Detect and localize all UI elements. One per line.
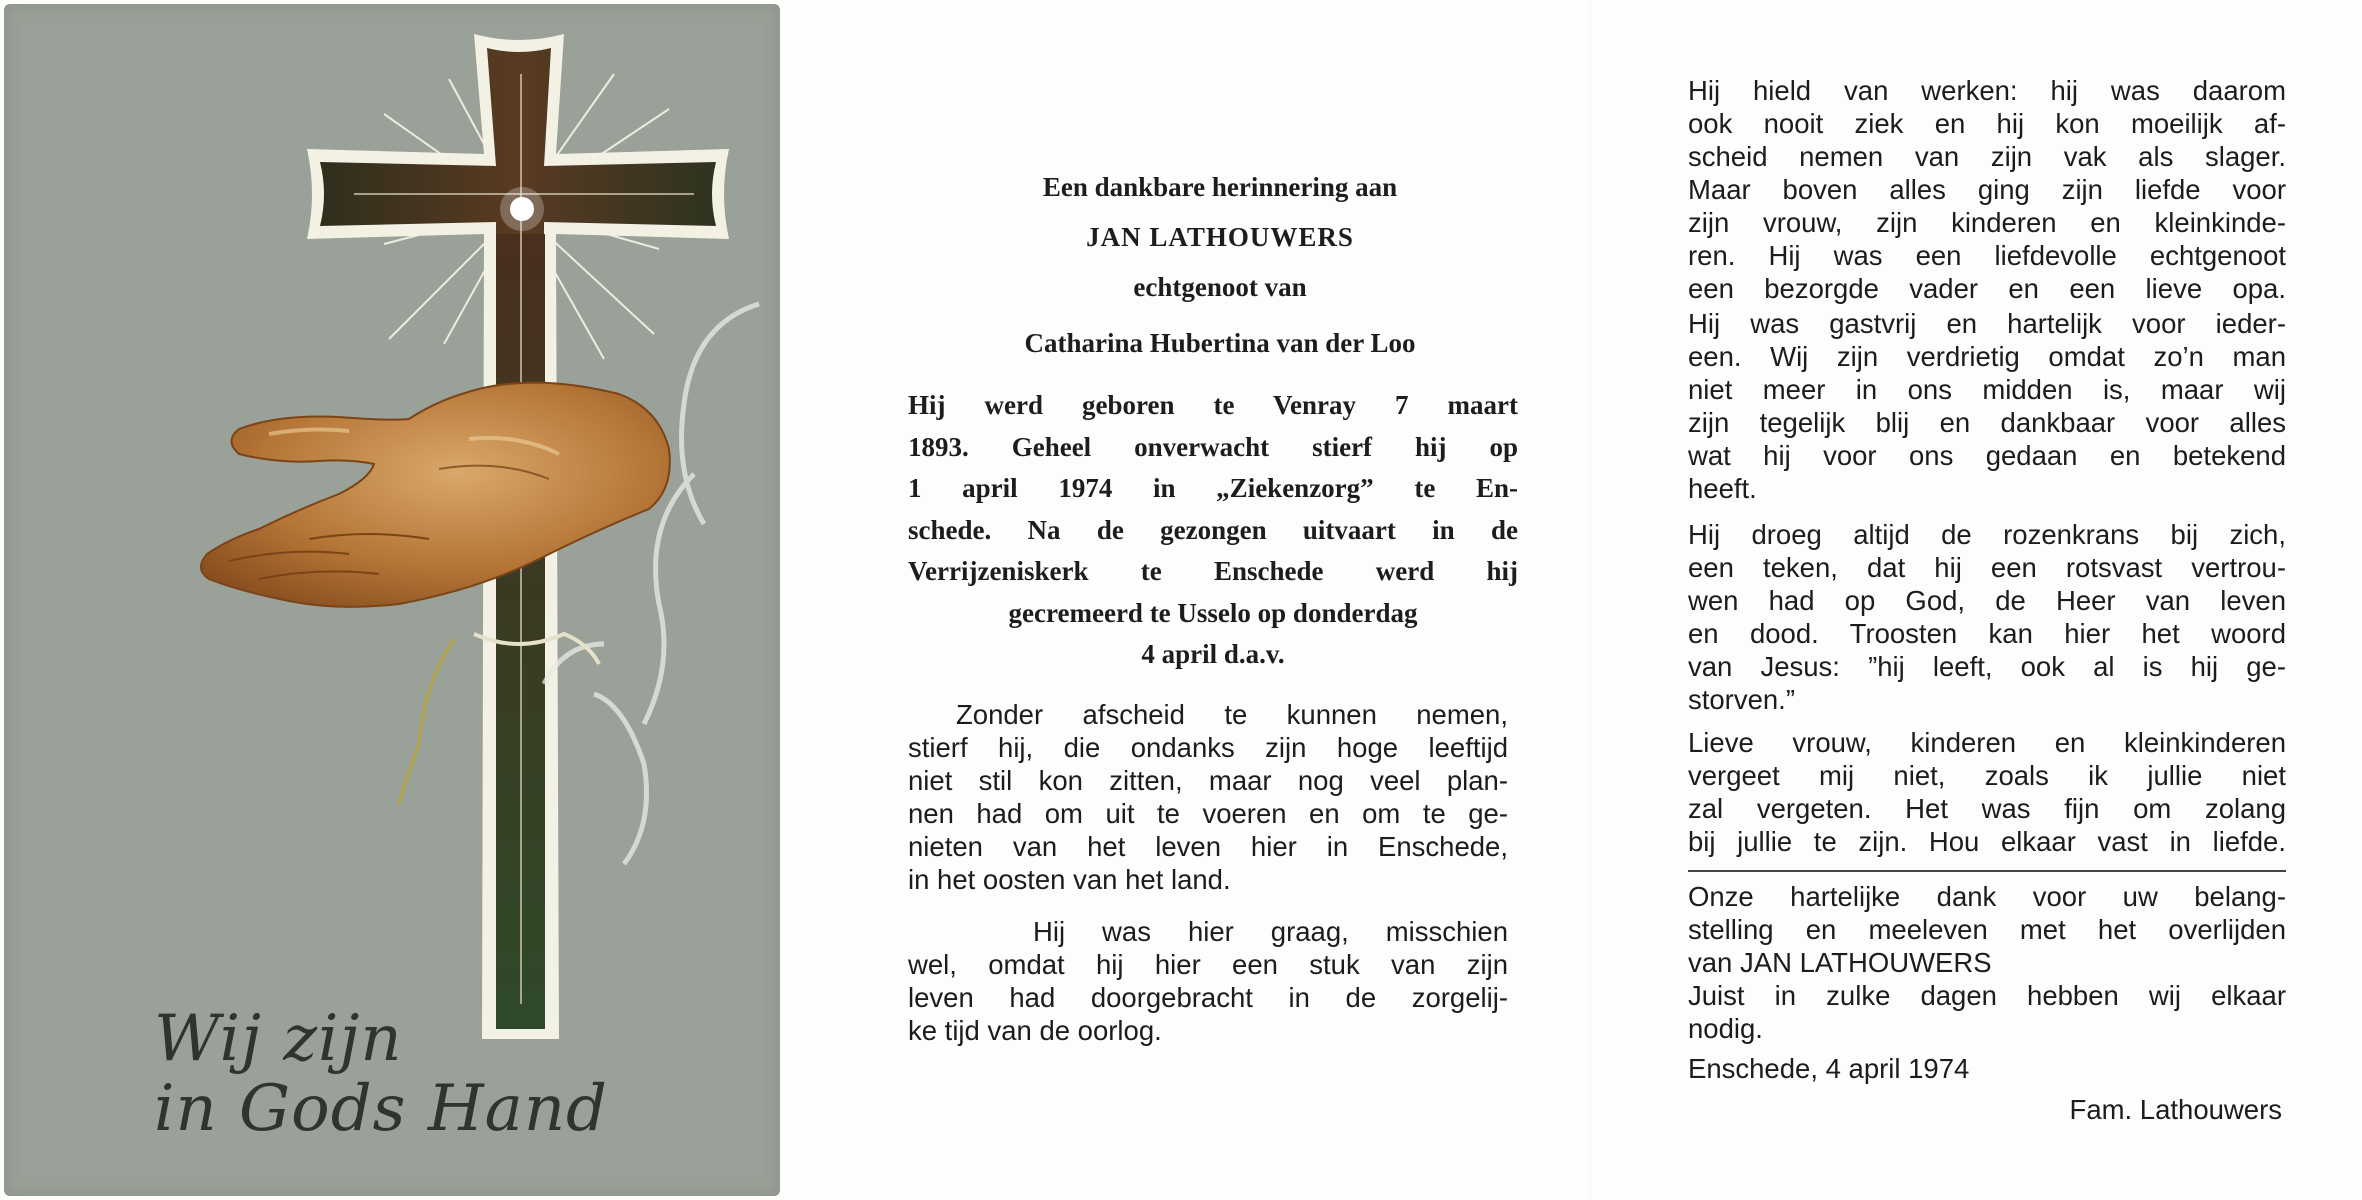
- text-line: nodig.: [1688, 1013, 1763, 1044]
- text-line: Hij was hier graag, misschien: [1033, 916, 1508, 947]
- text-line: Hij hield van werken: hij was daarom: [1688, 75, 2286, 106]
- memorial-right-panel: [1688, 0, 2286, 1200]
- thanks-paragraph: [1688, 880, 2286, 1045]
- text-line: vergeet mij niet, zoals ik jullie niet: [1688, 760, 2286, 791]
- text-line: storven.”: [1688, 684, 1795, 715]
- bio-line: gecremeerd te Usselo op donderdag: [1008, 597, 1418, 628]
- text-line: Maar boven alles ging zijn liefde voor: [1688, 174, 2286, 205]
- text-line: van Jesus: ”hij leeft, ook al is hij ge-: [1688, 651, 2286, 682]
- place-date: Enschede, 4 april 1974: [1688, 1053, 1970, 1084]
- text-line: stierf hij, die ondanks zijn hoge leeftijd: [908, 732, 1508, 763]
- text-line: nen had om uit te voeren en om te ge-: [908, 798, 1508, 829]
- text-line: ren. Hij was een liefdevolle echtgenoot: [1688, 240, 2286, 271]
- text-line: Hij droeg altijd de rozenkrans bij zich,: [1688, 519, 2286, 550]
- paragraph-farewell-message: [1688, 726, 2286, 858]
- text-line: Juist in zulke dagen hebben wij elkaar: [1688, 980, 2286, 1011]
- text-line: zijn vrouw, zijn kinderen en kleinkinde-: [1688, 207, 2286, 238]
- text-line: nieten van het leven hier in Enschede,: [908, 831, 1508, 862]
- text-line: wel, omdat hij hier een stuk van zijn: [908, 949, 1508, 980]
- text-line: een teken, dat hij een rotsvast vertrou-: [1688, 552, 2286, 583]
- paragraph-work: [1688, 74, 2286, 305]
- motto-line-2: in Gods Hand: [154, 1072, 608, 1146]
- paragraph-faith: [1688, 518, 2286, 716]
- text-line: ke tijd van de oorlog.: [908, 1015, 1162, 1046]
- deceased-name: JAN LATHOUWERS: [1086, 222, 1354, 252]
- text-line: Onze hartelijke dank voor uw belang-: [1688, 881, 2286, 912]
- text-line: Hij was gastvrij en hartelijk voor ieder-: [1688, 308, 2286, 339]
- text-line: een. Wij zijn verdrietig omdat zo’n man: [1688, 341, 2286, 372]
- motto-text: [144, 1004, 664, 1144]
- bio-line: Hij werd geboren te Venray 7 maart: [908, 390, 1518, 420]
- motto-line-1: Wij zijn: [154, 1002, 403, 1076]
- intro-line: Een dankbare herinnering aan: [1042, 172, 1398, 202]
- text-line: ook nooit ziek en hij kon moeilijk af-: [1688, 108, 2286, 139]
- text-line: bij jullie te zijn. Hou elkaar vast in liefde.: [1688, 826, 2286, 857]
- section-divider: [1688, 870, 2286, 872]
- text-line: zal vergeten. Het was fijn om zolang: [1688, 793, 2286, 824]
- bio-line: schede. Na de gezongen uitvaart in de: [908, 514, 1518, 545]
- paragraph-farewell: [908, 698, 1508, 896]
- text-line: van JAN LATHOUWERS: [1688, 947, 1992, 978]
- text-line: zijn tegelijk blij en dankbaar voor alles: [1688, 407, 2286, 438]
- text-line: niet stil kon zitten, maar nog veel plan-: [908, 765, 1508, 796]
- text-line: Zonder afscheid te kunnen nemen,: [956, 699, 1508, 730]
- text-line: heeft.: [1688, 473, 1757, 504]
- open-hand: [201, 383, 670, 607]
- memorial-middle-panel: [900, 0, 1540, 1200]
- spouse-name: Catharina Hubertina van der Loo: [1024, 328, 1416, 358]
- text-line: leven had doorgebracht in de zorgelij-: [908, 982, 1508, 1013]
- text-line: een bezorgde vader en een lieve opa.: [1688, 273, 2286, 304]
- fold-line: [1590, 0, 1591, 1200]
- bio-line: 1 april 1974 in „Ziekenzorg” te En-: [908, 473, 1518, 503]
- text-line: scheid nemen van zijn vak als slager.: [1688, 141, 2286, 172]
- bio-line: Verrijzeniskerk te Enschede werd hij: [908, 556, 1518, 586]
- text-line: stelling en meeleven met het overlijden: [1688, 914, 2286, 945]
- text-line: wat hij voor ons gedaan en betekend: [1688, 440, 2286, 471]
- family-signature: Fam. Lathouwers: [2069, 1094, 2282, 1125]
- text-line: in het oosten van het land.: [908, 864, 1231, 895]
- paragraph-hospitality: [1688, 307, 2286, 505]
- card-front-illustration: [4, 4, 780, 1196]
- text-line: Lieve vrouw, kinderen en kleinkinderen: [1688, 727, 2286, 758]
- text-line: niet meer in ons midden is, maar wij: [1688, 374, 2286, 405]
- text-line: en dood. Troosten kan hier het woord: [1688, 618, 2286, 649]
- text-line: wen had op God, de Heer van leven: [1688, 585, 2286, 616]
- biography-block: [908, 385, 1518, 676]
- bio-line: 4 april d.a.v.: [1141, 639, 1285, 669]
- paragraph-war-time: [908, 915, 1508, 1047]
- bio-line: 1893. Geheel onverwacht stierf hij op: [908, 431, 1518, 462]
- relation-line: echtgenoot van: [1133, 272, 1307, 302]
